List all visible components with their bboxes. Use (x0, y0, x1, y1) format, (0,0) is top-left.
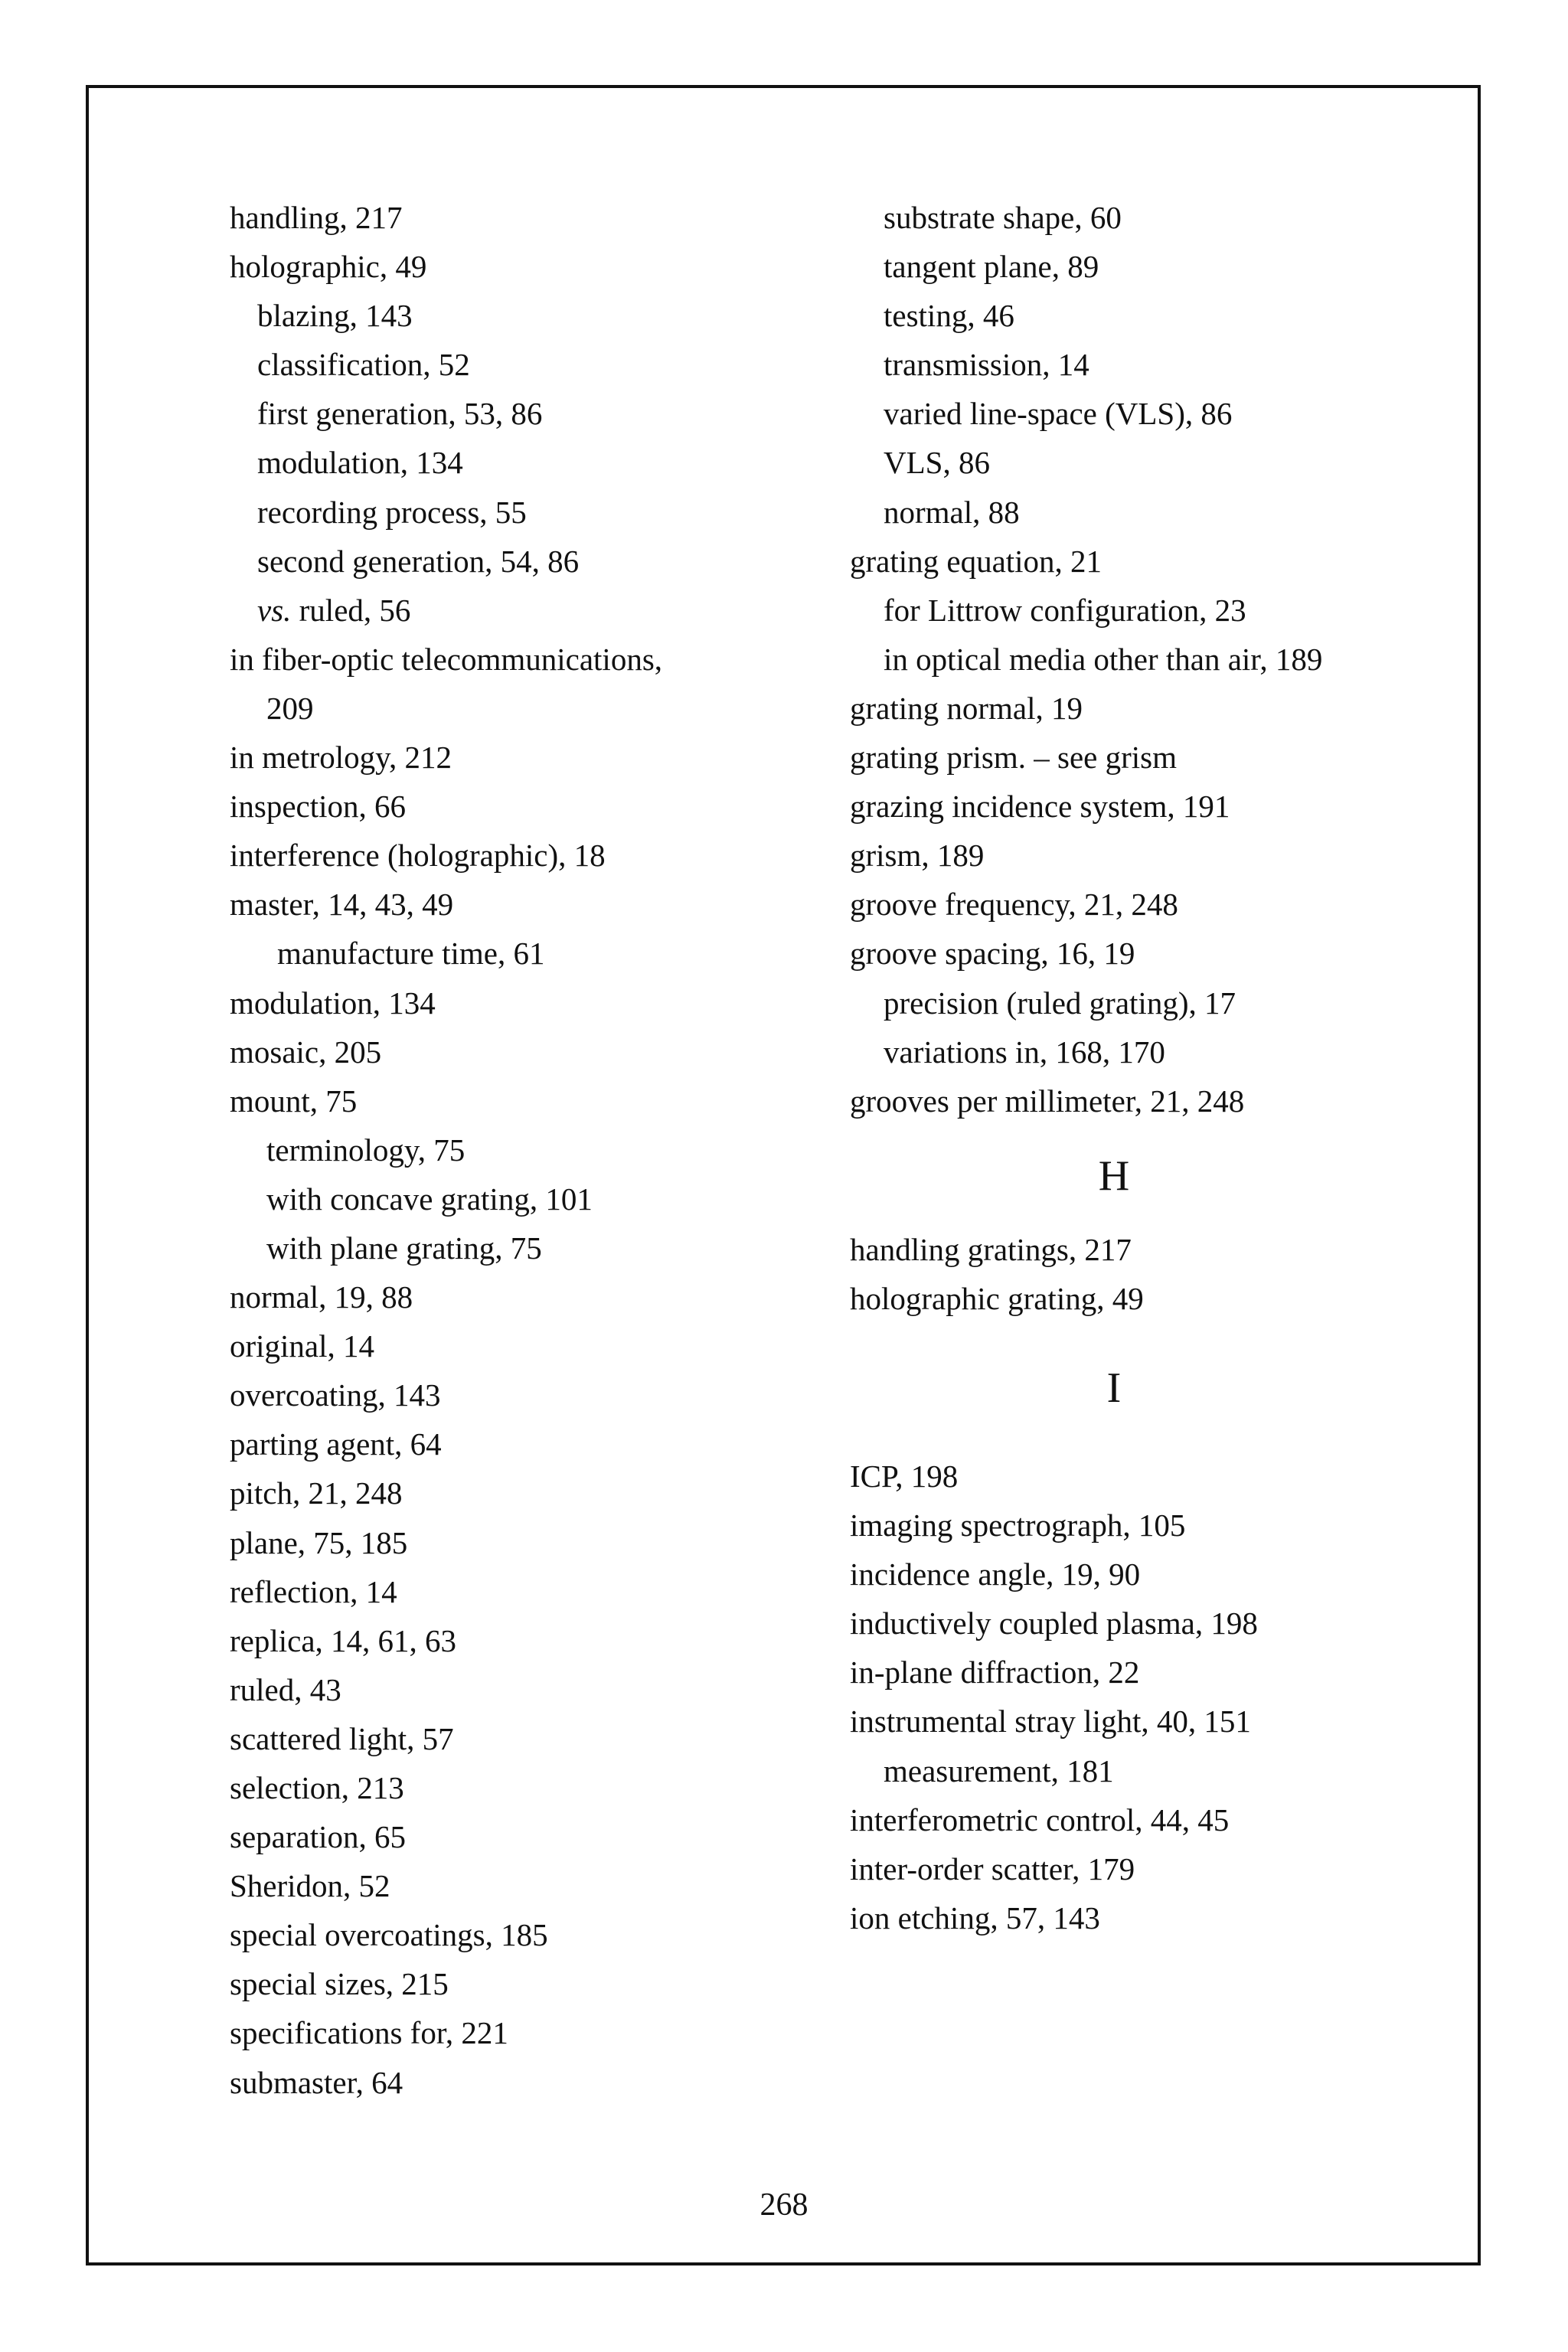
index-entry: instrumental stray light, 40, 151 (850, 1704, 1251, 1740)
index-subentry: varied line-space (VLS), 86 (884, 396, 1233, 432)
index-subentry: testing, 46 (884, 298, 1014, 334)
index-entry: mount, 75 (230, 1083, 358, 1119)
index-subentry: for Littrow configuration, 23 (884, 592, 1246, 628)
index-entry: plane, 75, 185 (230, 1524, 408, 1560)
index-entry: Sheridon, 52 (230, 1868, 390, 1904)
index-subentry: second generation, 54, 86 (257, 543, 580, 579)
index-column-left (230, 193, 858, 2107)
index-subentry: recording process, 55 (257, 494, 527, 530)
index-subentry: 209 (266, 690, 314, 726)
index-entry: ICP, 198 (850, 1458, 959, 1494)
index-entry: specifications for, 221 (230, 2015, 508, 2051)
index-subentry: measurement, 181 (884, 1753, 1114, 1788)
section-letter-i: I (1106, 1364, 1122, 1412)
index-entry: grating normal, 19 (850, 690, 1083, 726)
index-entry: inductively coupled plasma, 198 (850, 1606, 1258, 1642)
index-subentry: normal, 88 (884, 494, 1020, 530)
index-entry: scattered light, 57 (230, 1720, 454, 1756)
index-entry: modulation, 134 (230, 985, 436, 1021)
index-entry: grooves per millimeter, 21, 248 (850, 1083, 1245, 1119)
index-entry: parting agent, 64 (230, 1426, 442, 1462)
index-entry: handling, 217 (230, 200, 403, 235)
index-entry: overcoating, 143 (230, 1377, 441, 1413)
index-subentry: precision (ruled grating), 17 (884, 985, 1236, 1021)
index-entry: grating equation, 21 (850, 543, 1102, 579)
index-subentry: substrate shape, 60 (884, 200, 1122, 235)
index-entry: ruled, 43 (230, 1671, 341, 1707)
index-entry: submaster, 64 (230, 2064, 403, 2100)
index-entry-text: ruled, 56 (291, 592, 411, 628)
index-entry: holographic, 49 (230, 249, 427, 285)
index-entry: incidence angle, 19, 90 (850, 1557, 1141, 1592)
index-entry: separation, 65 (230, 1819, 406, 1855)
index-subentry: transmission, 14 (884, 347, 1089, 383)
page-number: 268 (760, 2187, 808, 2223)
index-entry: grazing incidence system, 191 (850, 789, 1230, 825)
index-column-right (850, 193, 1478, 1942)
index-subentry: manufacture time, 61 (277, 936, 545, 972)
index-entry: inspection, 66 (230, 789, 407, 825)
index-entry: mosaic, 205 (230, 1034, 382, 1070)
index-subentry: first generation, 53, 86 (257, 396, 543, 432)
index-entry: selection, 213 (230, 1770, 404, 1805)
index-entry: interference (holographic), 18 (230, 838, 606, 874)
index-entry: replica, 14, 61, 63 (230, 1622, 457, 1658)
index-entry: in metrology, 212 (230, 740, 452, 776)
index-entry: pitch, 21, 248 (230, 1475, 403, 1511)
index-entry: holographic grating, 49 (850, 1280, 1144, 1316)
index-entry: groove spacing, 16, 19 (850, 936, 1135, 972)
index-subentry: VLS, 86 (884, 445, 990, 481)
index-entry: master, 14, 43, 49 (230, 887, 454, 923)
index-entry: in-plane diffraction, 22 (850, 1655, 1140, 1690)
index-subentry: blazing, 143 (257, 298, 413, 334)
index-entry: reflection, 14 (230, 1573, 397, 1609)
index-entry: grism, 189 (850, 838, 985, 874)
index-entry: imaging spectrograph, 105 (850, 1508, 1186, 1544)
index-entry: special overcoatings, 185 (230, 1917, 548, 1953)
index-subentry: with concave grating, 101 (266, 1181, 593, 1217)
index-entry: normal, 19, 88 (230, 1279, 413, 1315)
index-subentry: modulation, 134 (257, 445, 463, 481)
index-subentry: variations in, 168, 170 (884, 1034, 1165, 1070)
index-entry: interferometric control, 44, 45 (850, 1802, 1230, 1838)
section-letter-h: H (1098, 1152, 1130, 1200)
index-entry: in fiber-optic telecommunications, (230, 641, 663, 677)
index-entry: grating prism. – see grism (850, 740, 1178, 776)
index-subentry (230, 586, 858, 635)
index-entry: original, 14 (230, 1328, 375, 1364)
index-entry: handling gratings, 217 (850, 1231, 1132, 1267)
index-subentry: terminology, 75 (266, 1132, 466, 1168)
index-entry: inter-order scatter, 179 (850, 1851, 1135, 1886)
index-entry: ion etching, 57, 143 (850, 1900, 1100, 1936)
index-entry-italic: vs. (257, 592, 292, 628)
index-subentry: with plane grating, 75 (266, 1230, 542, 1266)
index-subentry: tangent plane, 89 (884, 249, 1099, 285)
index-entry: special sizes, 215 (230, 1966, 449, 2002)
index-entry: groove frequency, 21, 248 (850, 887, 1178, 923)
index-subentry: in optical media other than air, 189 (884, 641, 1323, 677)
index-subentry: classification, 52 (257, 347, 470, 383)
